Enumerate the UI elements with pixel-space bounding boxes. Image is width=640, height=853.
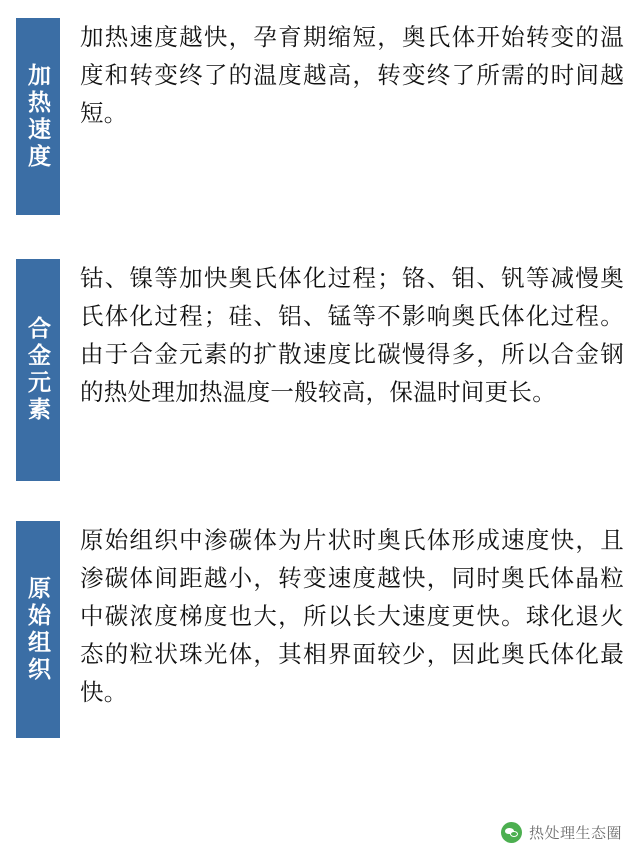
- section-body-original-microstructure: 原始组织中渗碳体为片状时奥氏体形成速度快，且渗碳体间距越小，转变速度越快，同时奥氏体晶粒中碳浓度梯度也大，所以长大速度更快。球化退火态的粒状珠光体，其相界面较少，因此奥氏体化最快。: [80, 527, 624, 706]
- tab-text: 原始组织: [25, 575, 52, 684]
- footer-attribution: [501, 822, 622, 843]
- section-tab-label-original-microstructure: [16, 521, 60, 738]
- section-alloying-elements: [16, 259, 624, 481]
- section-body-alloying-elements: 钴、镍等加快奥氏体化过程；铬、钼、钒等减慢奥氏体化过程；硅、铝、锰等不影响奥氏体化过程。由于合金元素的扩散速度比碳慢得多，所以合金钢的热处理加热温度一般较高，保温时间更长。: [80, 265, 624, 406]
- section-tab-label-heating-rate: [16, 18, 60, 215]
- section-original-microstructure: [16, 521, 624, 738]
- tab-text: 加热速度: [25, 62, 52, 171]
- footer-label: 热处理生态圈: [528, 825, 622, 842]
- section-tab-label-alloying-elements: [16, 259, 60, 481]
- section-heating-rate: [16, 18, 624, 215]
- tab-text: 合金元素: [25, 316, 52, 424]
- wechat-icon: [501, 822, 522, 843]
- section-body-heating-rate: 加热速度越快，孕育期缩短，奥氏体开始转变的温度和转变终了的温度越高，转变终了所需的时间越短。: [80, 24, 624, 127]
